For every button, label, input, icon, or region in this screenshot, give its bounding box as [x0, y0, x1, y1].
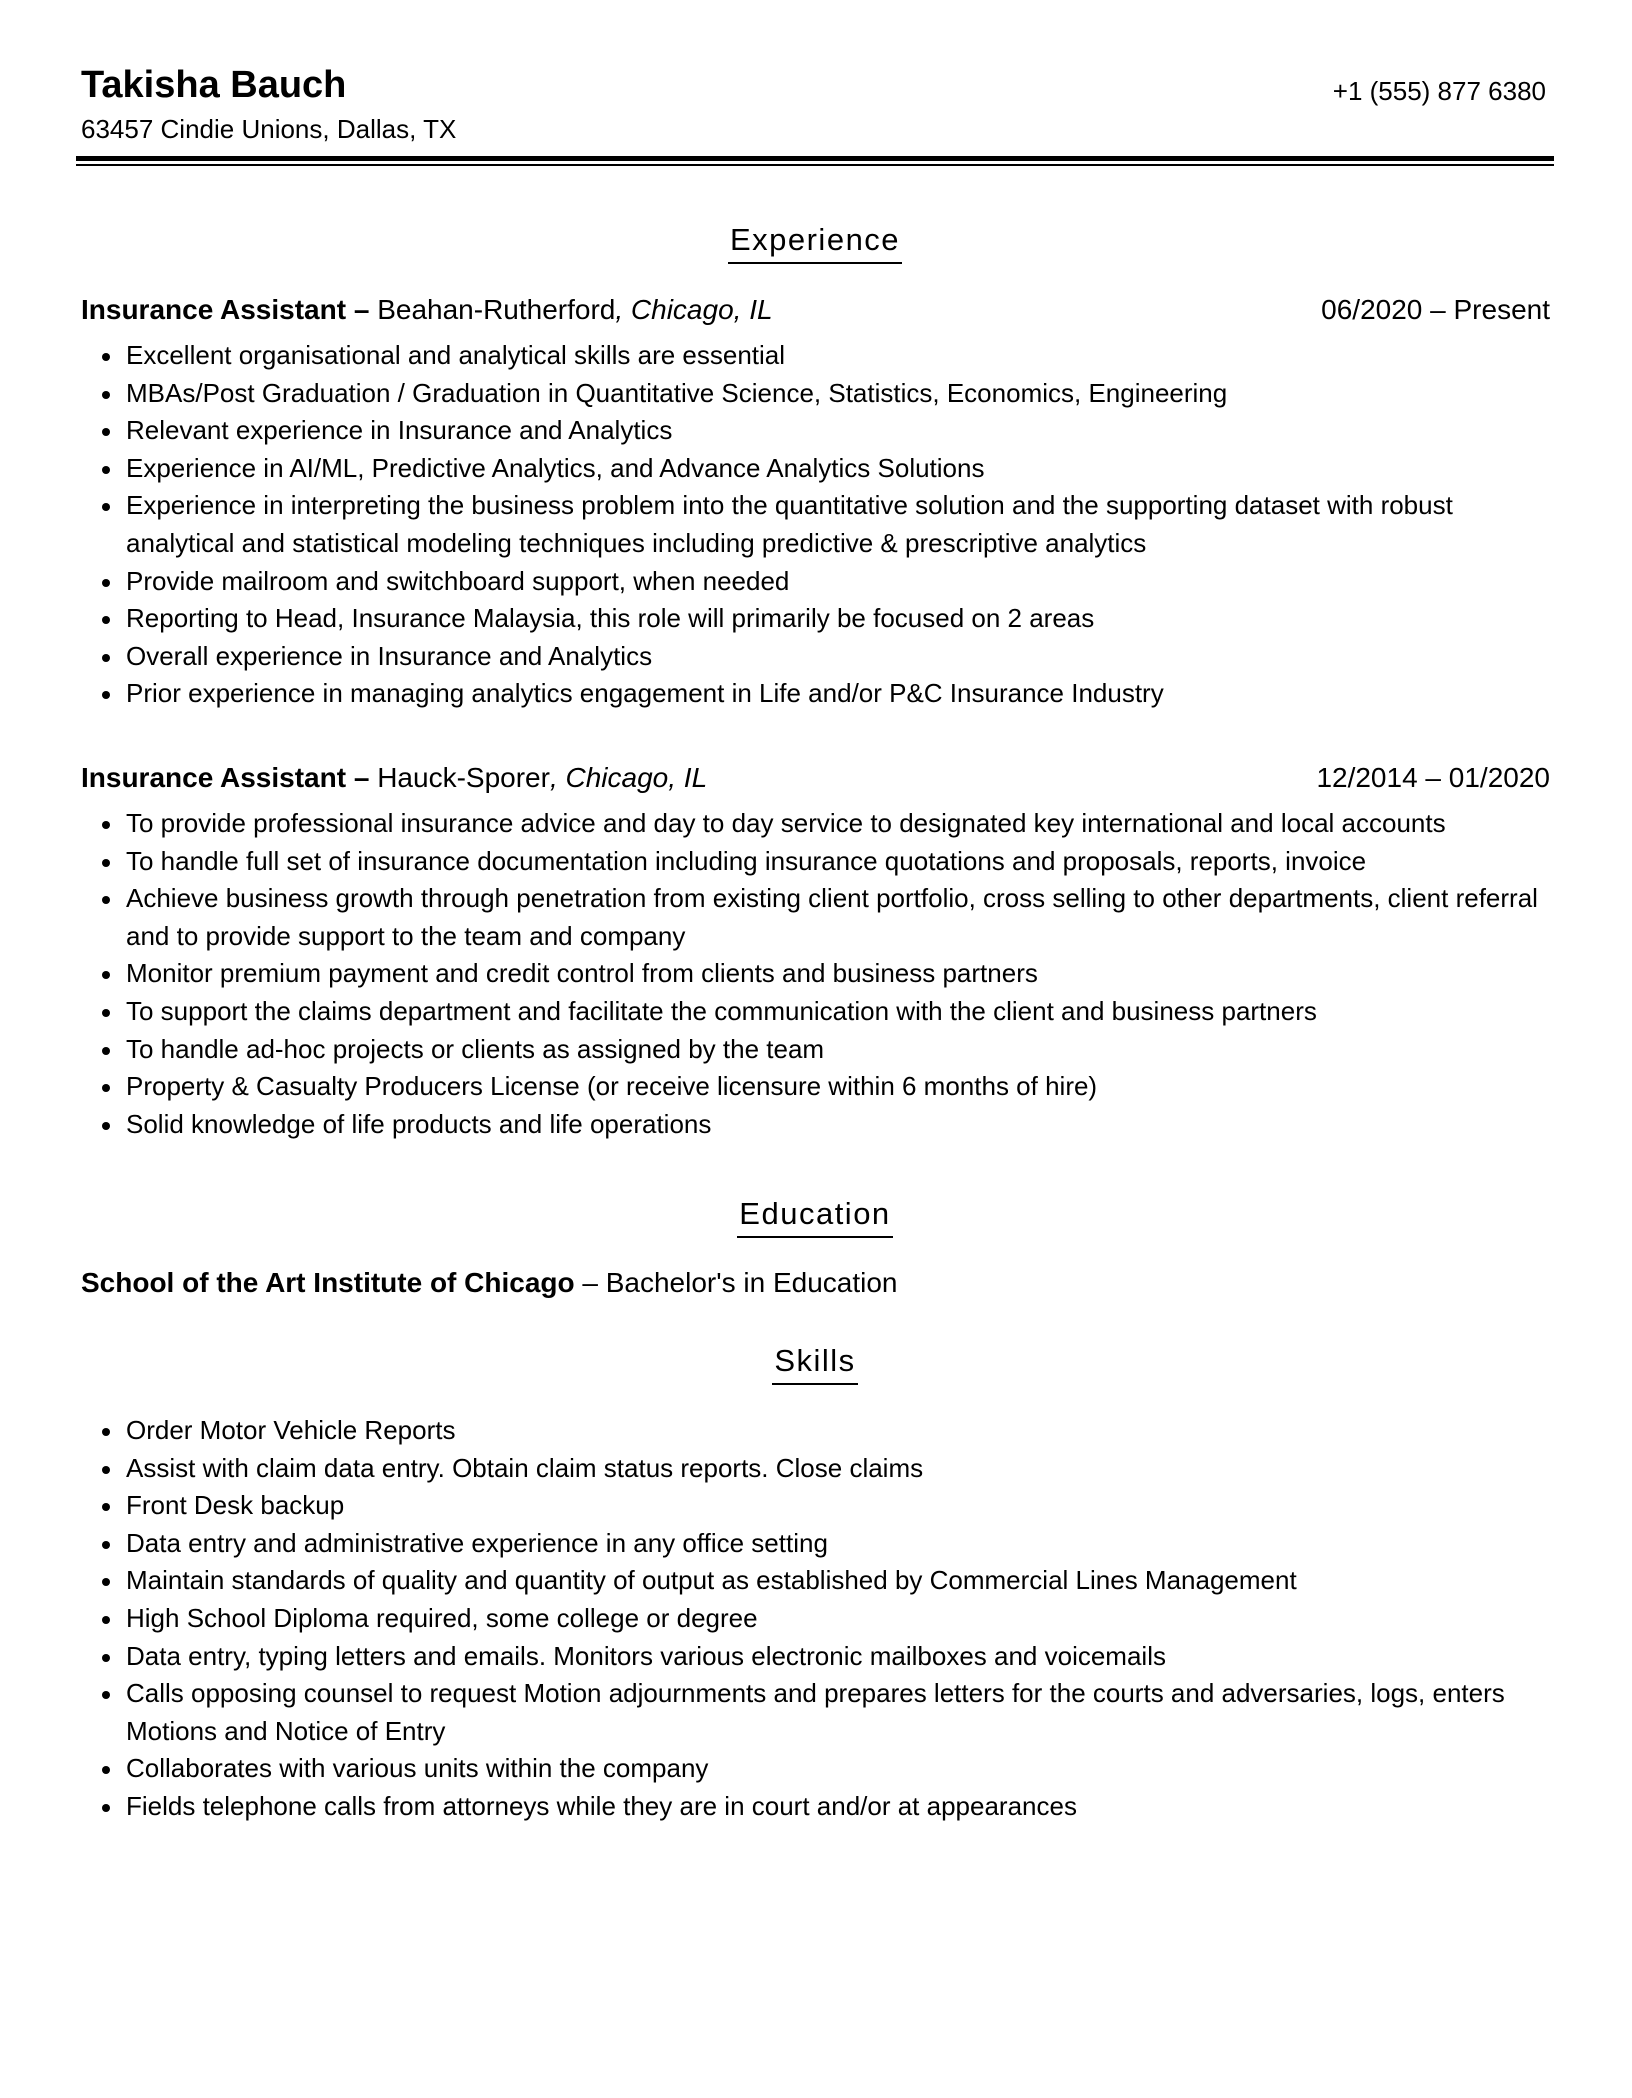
list-item: Data entry and administrative experience in any office setting [80, 1525, 1550, 1563]
list-item: Solid knowledge of life products and life operations [80, 1106, 1550, 1144]
job-header-2 [81, 760, 1550, 796]
list-item: Assist with claim data entry. Obtain claim status reports. Close claims [80, 1450, 1550, 1488]
candidate-address: 63457 Cindie Unions, Dallas, TX [81, 114, 457, 144]
list-item: Collaborates with various units within the company [80, 1750, 1550, 1788]
list-item: Excellent organisational and analytical skills are essential [80, 337, 1550, 375]
job-1-bullets [80, 337, 1550, 713]
job-location: , Chicago, IL [549, 762, 708, 793]
list-item: Experience in interpreting the business problem into the quantitative solution and the supporting dataset with robust analytical and statistical modeling techniques including predictive & prescriptive analytics [80, 487, 1550, 562]
list-item: MBAs/Post Graduation / Graduation in Quantitative Science, Statistics, Economics, Engineering [80, 375, 1550, 413]
job-dates: 06/2020 – Present [1321, 294, 1550, 325]
resume-header [80, 60, 1550, 148]
job-company: Beahan-Rutherford [369, 294, 616, 325]
education-entry [81, 1265, 897, 1301]
degree: – Bachelor's in Education [574, 1267, 898, 1298]
education-heading: Education [80, 1194, 1550, 1238]
school-name: School of the Art Institute of Chicago [81, 1267, 575, 1298]
job-header-1 [81, 292, 1550, 328]
list-item: To provide professional insurance advice and day to day service to designated key international and local accounts [80, 805, 1550, 843]
header-divider-thin [76, 164, 1554, 166]
list-item: Property & Casualty Producers License (or receive licensure within 6 months of hire) [80, 1068, 1550, 1106]
list-item: Overall experience in Insurance and Analytics [80, 638, 1550, 676]
list-item: Calls opposing counsel to request Motion adjournments and prepares letters for the courts and adversaries, logs, enters Motions and Notice of Entry [80, 1675, 1550, 1750]
list-item: Experience in AI/ML, Predictive Analytics, and Advance Analytics Solutions [80, 450, 1550, 488]
list-item: Data entry, typing letters and emails. Monitors various electronic mailboxes and voicemails [80, 1638, 1550, 1676]
job-role: Insurance Assistant – [81, 294, 370, 325]
job-role: Insurance Assistant – [81, 762, 370, 793]
skills-list [80, 1412, 1550, 1826]
job-location: , Chicago, IL [615, 294, 773, 325]
skills-heading: Skills [80, 1341, 1550, 1385]
candidate-phone: +1 (555) 877 6380 [1332, 76, 1546, 106]
job-dates: 12/2014 – 01/2020 [1316, 762, 1550, 793]
experience-heading: Experience [80, 220, 1550, 264]
resume-page [80, 60, 1550, 1821]
list-item: Prior experience in managing analytics engagement in Life and/or P&C Insurance Industry [80, 675, 1550, 713]
header-divider-thick [76, 156, 1554, 161]
list-item: High School Diploma required, some college or degree [80, 1600, 1550, 1638]
list-item: Achieve business growth through penetration from existing client portfolio, cross selling to other departments, client referral and to provide support to the team and company [80, 880, 1550, 955]
list-item: Order Motor Vehicle Reports [80, 1412, 1550, 1450]
list-item: Relevant experience in Insurance and Analytics [80, 412, 1550, 450]
list-item: Fields telephone calls from attorneys while they are in court and/or at appearances [80, 1788, 1550, 1826]
list-item: To handle ad-hoc projects or clients as assigned by the team [80, 1031, 1550, 1069]
candidate-name: Takisha Bauch [81, 64, 347, 106]
list-item: Reporting to Head, Insurance Malaysia, this role will primarily be focused on 2 areas [80, 600, 1550, 638]
job-2-bullets [80, 805, 1550, 1143]
list-item: Maintain standards of quality and quantity of output as established by Commercial Lines Management [80, 1562, 1550, 1600]
list-item: To handle full set of insurance documentation including insurance quotations and proposals, reports, invoice [80, 843, 1550, 881]
list-item: Front Desk backup [80, 1487, 1550, 1525]
list-item: Provide mailroom and switchboard support, when needed [80, 563, 1550, 601]
job-company: Hauck-Sporer [369, 762, 550, 793]
list-item: Monitor premium payment and credit control from clients and business partners [80, 955, 1550, 993]
list-item: To support the claims department and facilitate the communication with the client and business partners [80, 993, 1550, 1031]
